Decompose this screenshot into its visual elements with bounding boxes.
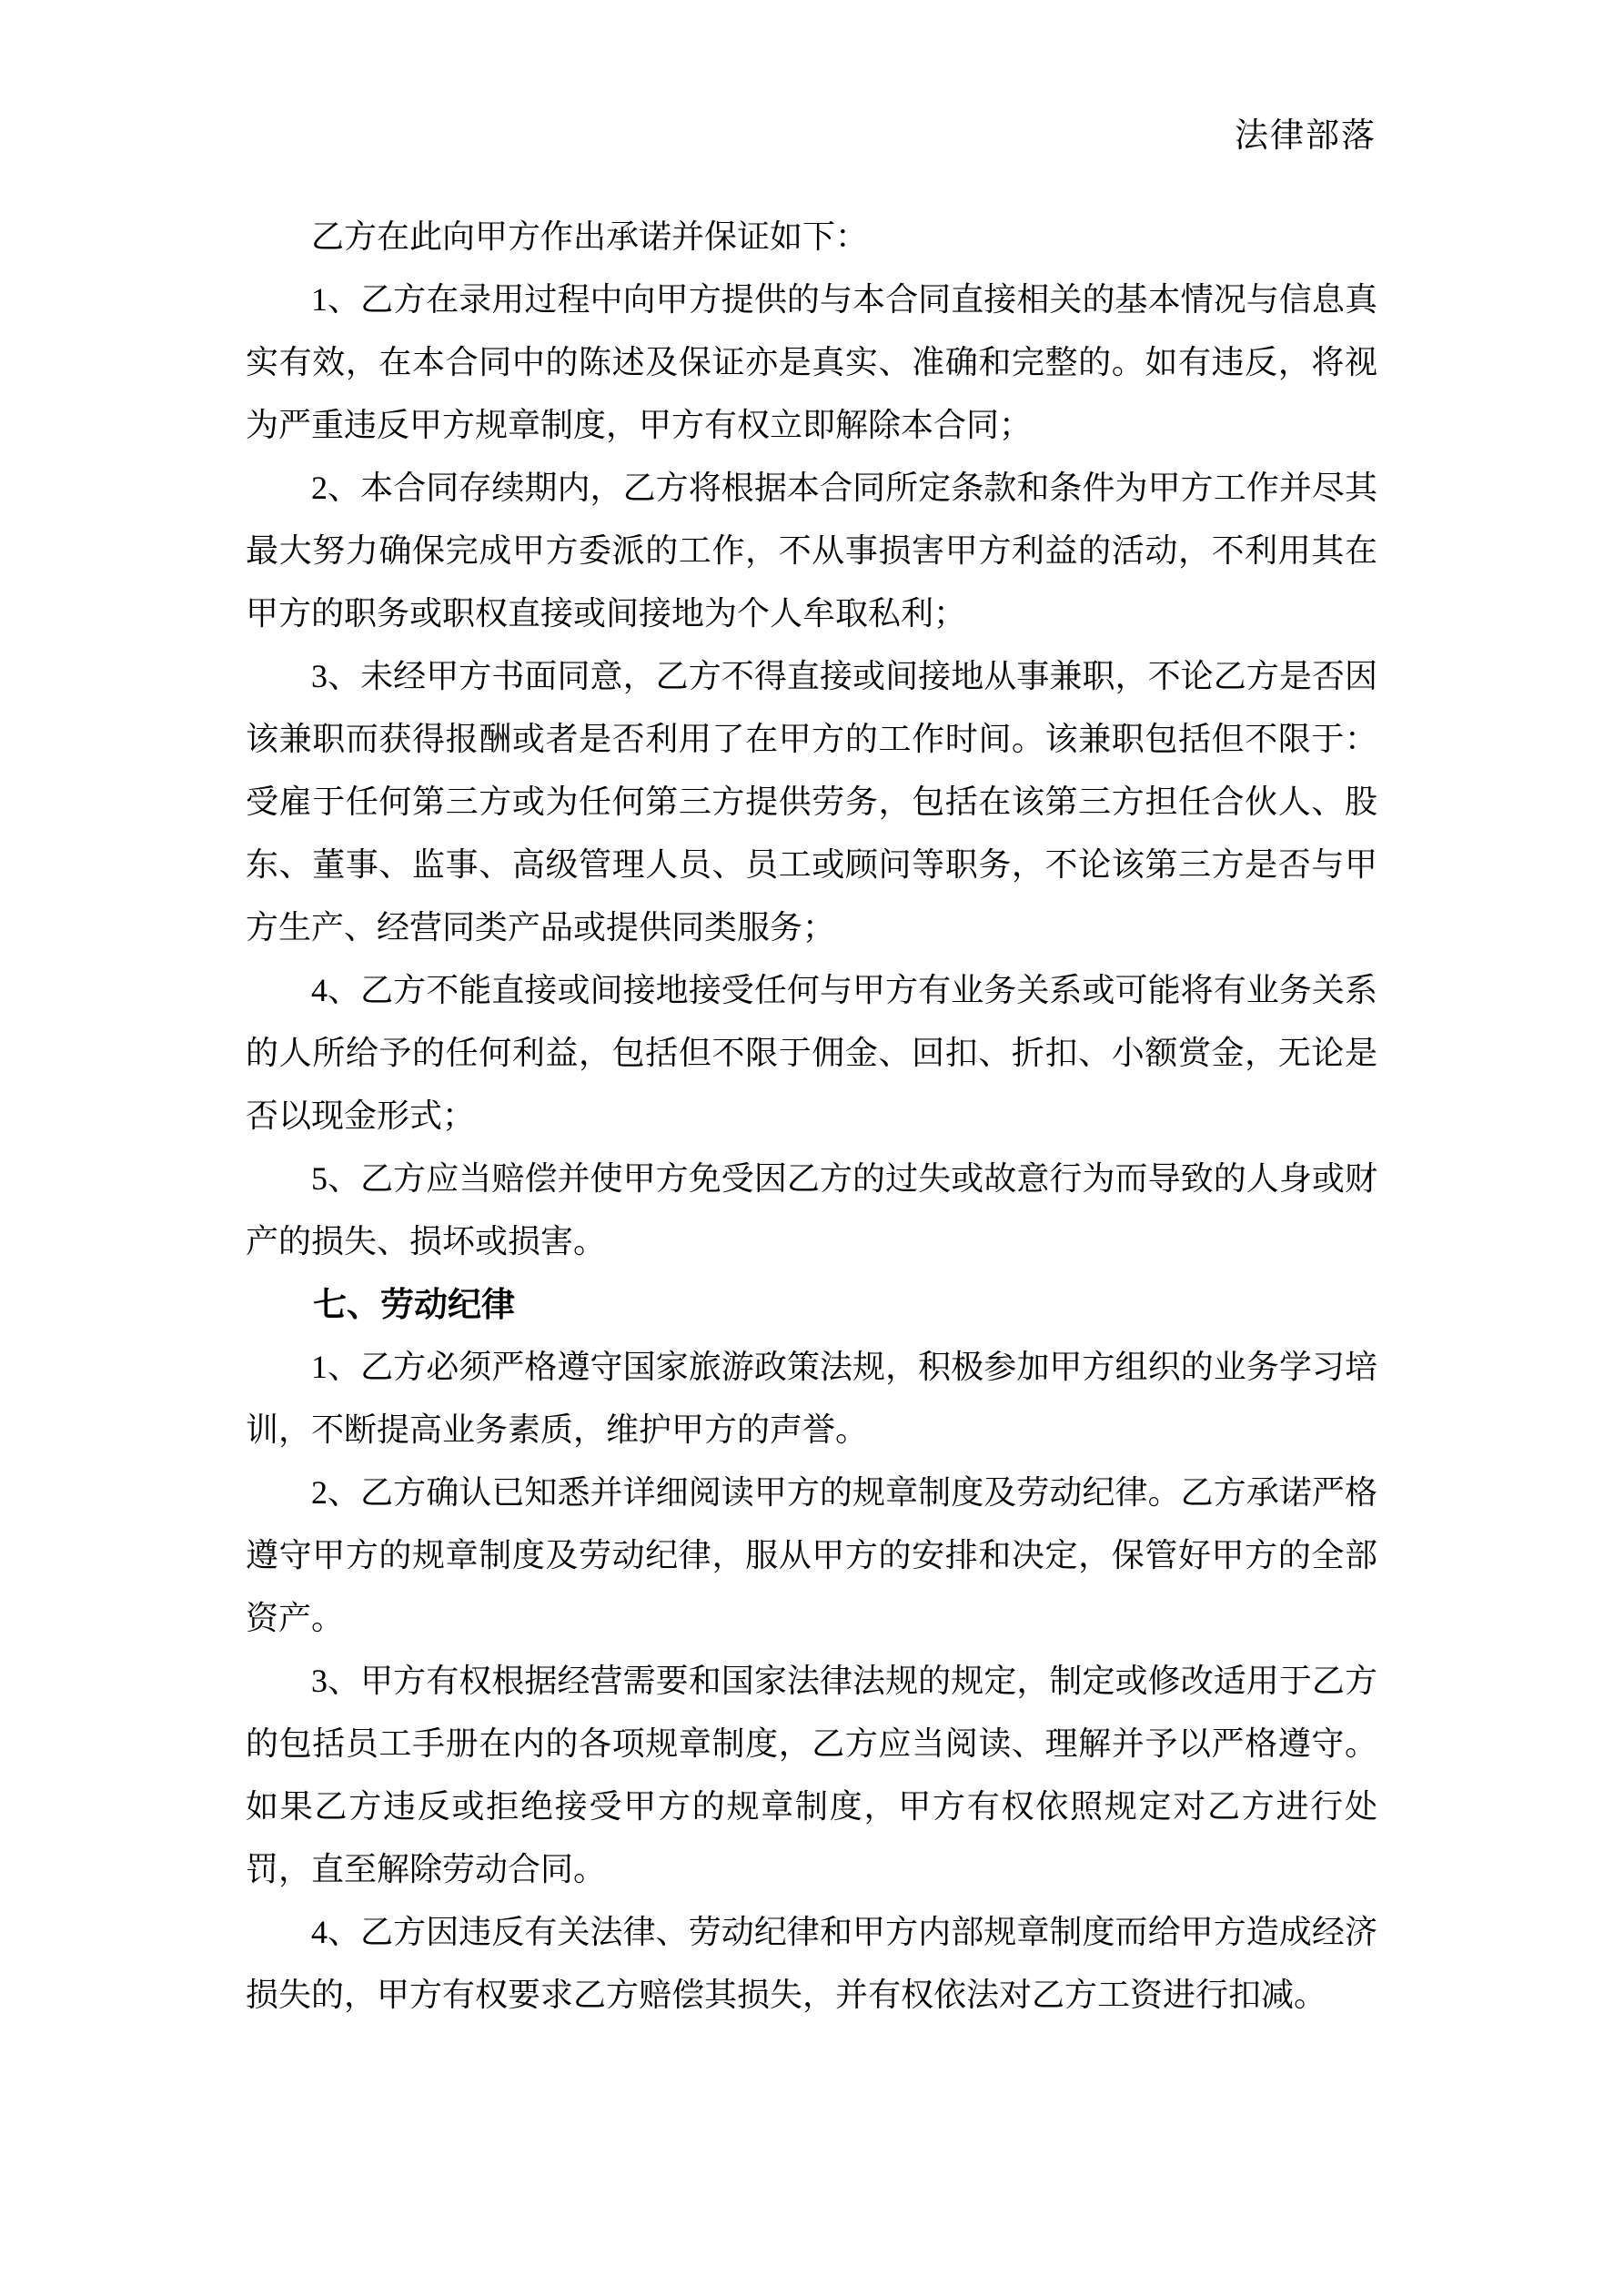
paragraph: 3、甲方有权根据经营需要和国家法律法规的规定，制定或修改适用于乙方的包括员工手册在内的各项规章制度，乙方应当阅读、理解并予以严格遵守。如果乙方违反或拒绝接受甲方的规章制度，甲方有权依照规定对乙方进行处罚，直至解除劳动合同。 [246,1663,1377,1887]
paragraph: 2、乙方确认已知悉并详细阅读甲方的规章制度及劳动纪律。乙方承诺严格遵守甲方的规章制度及劳动纪律，服从甲方的安排和决定，保管好甲方的全部资产。 [246,1474,1377,1636]
section-heading: 七、劳动纪律 [313,1286,515,1323]
paragraph: 3、未经甲方书面同意，乙方不得直接或间接地从事兼职，不论乙方是否因该兼职而获得报酬或者是否利用了在甲方的工作时间。该兼职包括但不限于：受雇于任何第三方或为任何第三方提供劳务，包括在该第三方担任合伙人、股东、董事、监事、高级管理人员、员工或顾问等职务，不论该第三方是否与甲方生产、经营同类产品或提供同类服务； [246,658,1377,946]
brand-label: 法律部落 [1235,116,1377,154]
paragraph: 2、本合同存续期内，乙方将根据本合同所定条款和条件为甲方工作并尽其最大努力确保完成甲方委派的工作，不从事损害甲方利益的活动，不利用其在甲方的职务或职权直接或间接地为个人牟取私利； [246,470,1377,632]
paragraph: 1、乙方在录用过程中向甲方提供的与本合同直接相关的基本情况与信息真实有效，在本合同中的陈述及保证亦是真实、准确和完整的。如有违反，将视为严重违反甲方规章制度，甲方有权立即解除本合同； [246,281,1377,443]
paragraph: 1、乙方必须严格遵守国家旅游政策法规，积极参加甲方组织的业务学习培训，不断提高业务素质，维护甲方的声誉。 [246,1349,1377,1448]
paragraph: 乙方在此向甲方作出承诺并保证如下： [311,218,869,255]
paragraph: 4、乙方因违反有关法律、劳动纪律和甲方内部规章制度而给甲方造成经济损失的，甲方有权要求乙方赔偿其损失，并有权依法对乙方工资进行扣减。 [246,1914,1377,2013]
paragraph: 4、乙方不能直接或间接地接受任何与甲方有业务关系或可能将有业务关系的人所给予的任何利益，包括但不限于佣金、回扣、折扣、小额赏金，无论是否以现金形式； [246,972,1377,1134]
document-body [246,206,1377,2027]
paragraph: 5、乙方应当赔偿并使甲方免受因乙方的过失或故意行为而导致的人身或财产的损失、损坏或损害。 [246,1160,1377,1259]
